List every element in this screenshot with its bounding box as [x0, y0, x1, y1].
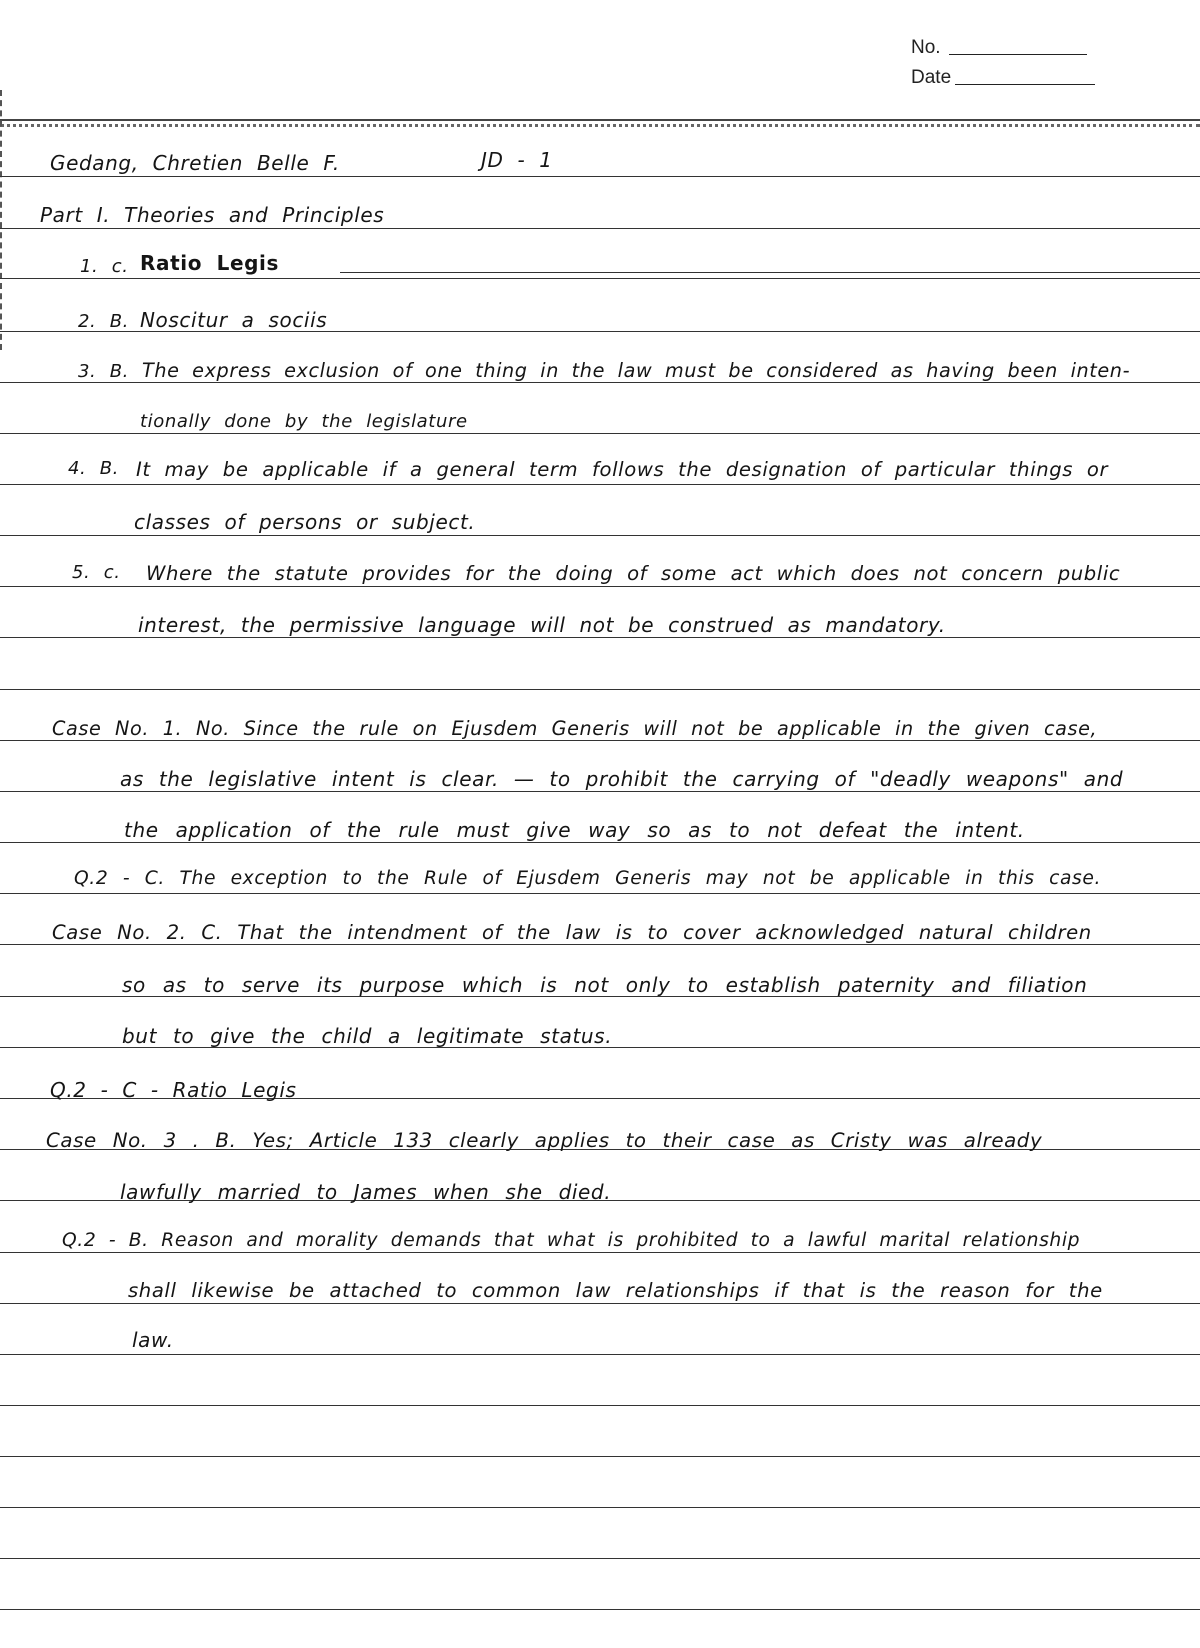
ruled-line — [0, 433, 1200, 434]
case1-q2: Q.2 - C. The exception to the Rule of Ejusdem Generis may not be applicable in this case. — [74, 868, 1101, 889]
student-name: Gedang, Chretien Belle F. — [50, 151, 340, 175]
ruled-line — [0, 1303, 1200, 1304]
answer-3-text: The express exclusion of one thing in the law must be considered as having been inten- — [142, 359, 1131, 382]
answer-5-number: 5. c. — [72, 562, 121, 583]
answer-4-number: 4. B. — [68, 458, 119, 479]
ruled-line — [0, 1507, 1200, 1508]
header-no-line — [949, 54, 1087, 55]
student-section: JD - 1 — [481, 148, 553, 172]
answer-4-continuation: classes of persons or subject. — [134, 510, 476, 534]
ruled-line — [0, 278, 1200, 279]
ruled-line — [0, 740, 1200, 741]
case1-line3: the application of the rule must give way so as to not defeat the intent. — [124, 818, 1025, 842]
ruled-line — [0, 1252, 1200, 1253]
ruled-line — [0, 535, 1200, 536]
answer-2-text: Noscitur a sociis — [140, 308, 328, 332]
ruled-line — [0, 1609, 1200, 1610]
header-date-field — [911, 67, 1095, 89]
answer-1-text: Ratio Legis — [140, 251, 280, 275]
top-border-dotted — [0, 124, 1200, 127]
case3-line2: lawfully married to James when she died. — [120, 1180, 612, 1204]
answer-5-continuation: interest, the permissive language will not be construed as mandatory. — [138, 613, 946, 637]
answer-2-number: 2. B. — [78, 311, 129, 332]
ruled-line — [0, 842, 1200, 843]
header-date-label: Date — [911, 67, 952, 88]
ruled-line — [0, 893, 1200, 894]
binding-margin — [0, 90, 5, 350]
header-date-line — [955, 84, 1095, 85]
case1-line1: Case No. 1. No. Since the rule on Ejusdem Generis will not be applicable in the given case, — [52, 717, 1098, 740]
case3-q2-line1: Q.2 - B. Reason and morality demands that what is prohibited to a lawful marital relationship — [62, 1230, 1081, 1251]
case2-line2: so as to serve its purpose which is not only to establish paternity and filiation — [122, 973, 1088, 997]
ruled-line — [0, 1405, 1200, 1406]
ruled-line — [0, 228, 1200, 229]
case3-line1: Case No. 3 . B. Yes; Article 133 clearly applies to their case as Cristy was already — [46, 1129, 1043, 1152]
ruled-line — [0, 1558, 1200, 1559]
answer-3-number: 3. B. — [78, 361, 129, 382]
ruled-line — [0, 484, 1200, 485]
case2-line3: but to give the child a legitimate status. — [122, 1024, 613, 1048]
answer-1-number: 1. c. — [80, 256, 129, 277]
top-border-line — [0, 119, 1200, 121]
case3-q2-line3: law. — [132, 1328, 174, 1352]
answer-1-underline — [340, 272, 1200, 273]
ruled-line — [0, 382, 1200, 383]
case2-line1: Case No. 2. C. That the intendment of the law is to cover acknowledged natural children — [52, 921, 1092, 944]
ruled-line — [0, 637, 1200, 638]
answer-3-continuation: tionally done by the legislature — [140, 411, 468, 432]
header-no-label: No. — [911, 37, 941, 58]
ruled-line — [0, 176, 1200, 177]
ruled-line — [0, 944, 1200, 945]
case3-q2-line2: shall likewise be attached to common law relationships if that is the reason for the — [128, 1279, 1103, 1302]
ruled-line — [0, 791, 1200, 792]
ruled-line — [0, 1354, 1200, 1355]
ruled-line — [0, 586, 1200, 587]
header-no-field — [911, 37, 1087, 59]
ruled-line — [0, 1456, 1200, 1457]
part1-title: Part I. Theories and Principles — [40, 203, 385, 227]
case1-line2: as the legislative intent is clear. — to prohibit the carrying of "deadly weapons" and — [120, 767, 1124, 791]
answer-5-text: Where the statute provides for the doing of some act which does not concern public — [146, 562, 1121, 585]
answer-4-text: It may be applicable if a general term follows the designation of particular things or — [136, 458, 1109, 481]
case2-q2: Q.2 - C - Ratio Legis — [50, 1078, 297, 1102]
ruled-line — [0, 689, 1200, 690]
